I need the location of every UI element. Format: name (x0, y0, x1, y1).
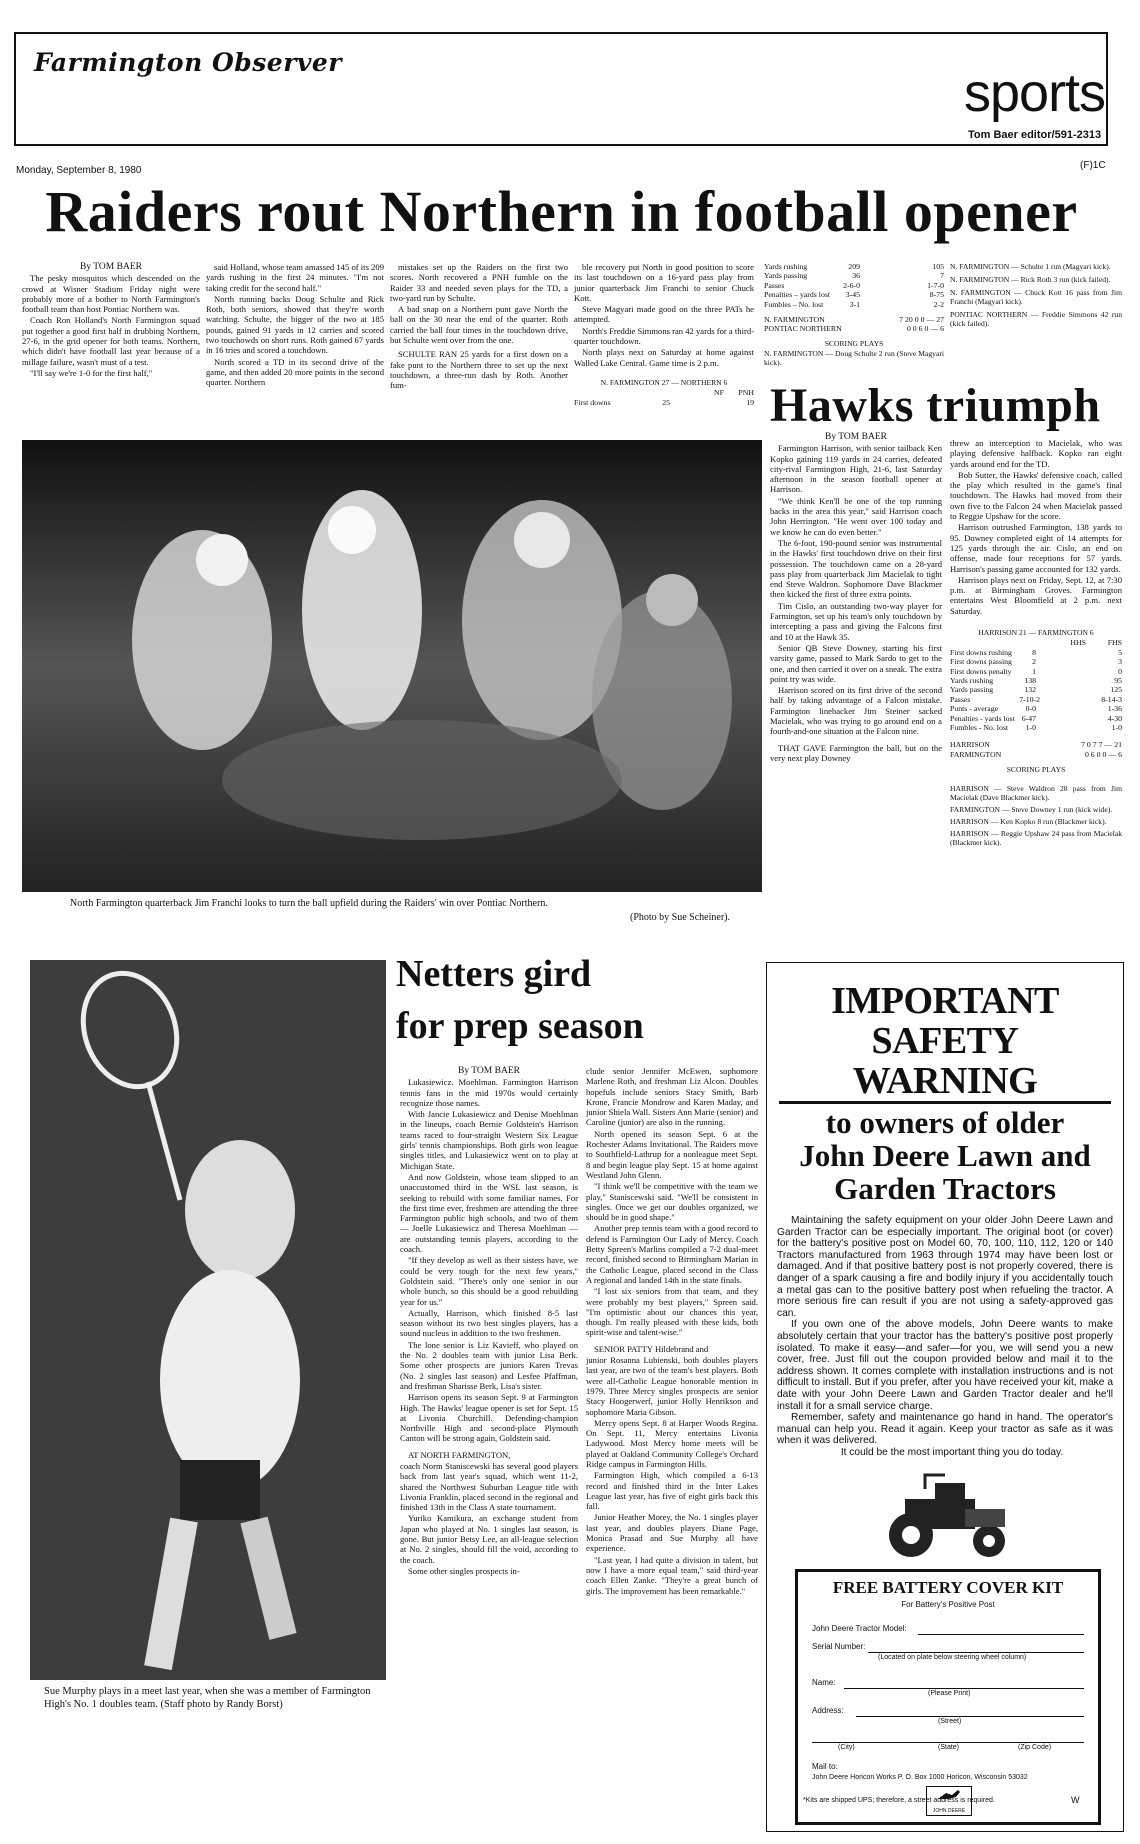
paragraph: The 6-foot, 190-pound senior was instrumental in the Hawks' first touchdown drive on their first possession. The touchdown came on a 28-yard pass play from quarterback Jim Macielak to tight end Steve Waldron. Sophomore Dave Blackmer then kicked the first of three extra points. (770, 537, 942, 600)
scoring-play: N. FARMINGTON — Rick Roth 3 run (kick failed). (950, 275, 1111, 284)
score-line (950, 750, 1122, 759)
scoring-title: SCORING PLAYS (1006, 765, 1066, 775)
paragraph: Lukasiewicz. Moehlman. Farmington Harrison tennis fans in the mid 1970s would certainly recognize those names. (400, 1077, 578, 1108)
stat-value: 1-0 (1111, 723, 1122, 732)
ad-subtitle: Garden Tractors (834, 1171, 1056, 1206)
paragraph: THAT GAVE Farmington the ball, but on the very next play Downey (770, 742, 942, 763)
stat-label: Fumbles - No. lost (950, 723, 1009, 732)
score-line (764, 315, 944, 324)
team-name: PONTIAC NORTHERN (764, 324, 842, 334)
ad-paragraph: It could be the most important thing you do today. (840, 1446, 1064, 1458)
stat-value: 2 (1032, 657, 1036, 667)
headline-line: for prep season (396, 1005, 644, 1047)
stat-label: Yards passing (764, 271, 808, 281)
stat-row (950, 667, 1122, 676)
zip-note: (Zip Code) (1018, 1744, 1052, 1751)
score-line (764, 324, 944, 333)
paragraph: threw an interception to Macielak, who was playing defensive halfback. Kopko ran eight yards around end for the TD. (950, 438, 1122, 469)
paragraph: Senior QB Steve Downey, starting his first varsity game, passed to Mark Sardo to get to the one, and then carried it over on a sneak. The extra point try was wide. (770, 642, 942, 684)
mail-address: John Deere Horicon Works P. O. Box 1000 Horicon, Wisconsin 53032 (812, 1774, 1028, 1781)
stat-value: 138 (1024, 675, 1036, 685)
paragraph: North scored a TD in its second drive of the game, and then added 20 more points in the second quarter. Northern (206, 356, 384, 388)
paragraph: Junior Heather Morey, the No. 1 singles player last year, and doubles players Diane Page, Monica Prasad and Sue Murphy all have experience. (586, 1512, 758, 1554)
stat-value: 1 (1032, 666, 1036, 676)
stat-value: 7-10-2 (1019, 694, 1040, 704)
paragraph: Tim Cislo, an outstanding two-way player for Farmington, set up his team's only touchdown by intercepting a pass and giving the Falcons first and 10 at the Hawk 35. (770, 600, 942, 642)
paragraph: Bob Sutter, the Hawks' defensive coach, called the play which resulted in the game's final touchdown. The Hawks had moved from their own five to the Falcon 24 when Macielak passed to Reggie Upshaw for the score. (950, 469, 1122, 522)
ad-paragraph: Remember, safety and maintenance go hand in hand. The operator's manual can help you. Read it again. Keep your tractor as safe as it was when it was delivered. (777, 1412, 1113, 1447)
scoring-play: HARRISON — Ken Kopko 8 run (Blackmer kick). (950, 816, 1107, 826)
stat-value: 1-0 (1025, 723, 1036, 732)
football-photo-credit: (Photo by Sue Scheiner). (630, 912, 730, 923)
stat-row (950, 676, 1122, 685)
stat-value: 209 (848, 262, 860, 271)
ad-title-line: IMPORTANT (831, 980, 1059, 1022)
team-name: HARRISON (950, 740, 990, 750)
paragraph: North opened its season Sept. 6 at the Rochester Adams Invitational. The Raiders move to Southfield-Lathrup for a nonleague meet Sept. 8 and begin league play Sept. 15 at home against Westland John Glenn. (586, 1128, 758, 1180)
scoring-play: HARRISON — Steve Waldron 28 pass from Jim Macielak (Dave Blackmer kick). (950, 783, 1122, 802)
quarter-scores: 7 20 0 0 — 27 (899, 315, 944, 325)
paragraph: SENIOR PATTY Hildebrand and (594, 1343, 709, 1354)
paragraph: AT NORTH FARMINGTON, (408, 1449, 511, 1460)
team-abbr: FHS (1107, 638, 1122, 648)
stat-value: 0 (1118, 666, 1122, 676)
paragraph: "Last year, I had quite a division in talent, but now I have a more equal team," said third-year coach Ellen Zanke. "They're a great bunch of girls. The improvement has been remarkable." (586, 1554, 758, 1596)
netters-col-1 (400, 1066, 578, 1806)
paragraph: "If they develop as well as their sisters have, we could be very tough for the next few years," Goldstein said. "There's only one senior in our whole bunch, so this should be a good rebuilding year for us." (400, 1255, 578, 1307)
hawks-box-title: HARRISON 21 — FARMINGTON 6 (978, 628, 1094, 638)
stat-row (764, 262, 944, 271)
name-note: (Please Print) (928, 1690, 971, 1697)
netters-byline: By TOM BAER (458, 1066, 520, 1076)
john-deere-ad (766, 962, 1124, 1832)
ad-footnote: *Kits are shipped UPS; therefore, a street address is required. (803, 1797, 995, 1804)
main-headline: Raiders rout Northern in football opener (45, 179, 1078, 244)
state-note: (State) (938, 1744, 960, 1751)
stat-value: 105 (932, 262, 944, 271)
paragraph: Some other singles prospects in- (408, 1565, 520, 1576)
paragraph: Harrison opens its season Sept. 9 at Farmington High. The Hawks' league opener is set for Sept. 15 at Livonia Churchill. Defending-champion Northville High and second-place Plymouth Canton will be strong again, Goldstein said. (400, 1392, 578, 1444)
stat-row (950, 695, 1122, 704)
model-label: John Deere Tractor Model: (812, 1624, 907, 1633)
football-photo-image (22, 440, 762, 892)
hawks-byline: By TOM BAER (825, 432, 887, 442)
paragraph: Steve Magyari made good on the three PATs he attempted. (574, 304, 754, 325)
football-photo (22, 440, 762, 892)
street-field[interactable] (856, 1716, 1084, 1717)
stat-value: 4-30 (1107, 713, 1122, 723)
paragraph: North plays next on Saturday at home against Walled Lake Central. Game time is 2 p.m. (574, 347, 754, 368)
paragraph: Another prep tennis team with a good record to defend is Farmington Our Lady of Mercy. Coach Betty Spreen's Marlins compiled a 7-2 dual-meet record, finished second to Birmingham Marian in the Catholic League, placed second in the Class A regional and landed 14th in the state finals. (586, 1223, 758, 1285)
paragraph: coach Norm Staniscewski has several good players back from last year's squad, which went 11-2, shared the Northwest Suburban League title with Livonia Franklin, placed second in the regional and finished 13th in the Class A state tournament. (400, 1460, 578, 1513)
stat-row (764, 300, 944, 309)
paragraph: "We think Ken'll be one of the top running backs in the area this year," said Harrison coach John Herrington. "He went over 100 today and we know he can do even better." (770, 495, 942, 537)
tennis-photo (30, 960, 386, 1680)
coupon-title: FREE BATTERY COVER KIT (832, 1578, 1064, 1597)
paragraph: clude senior Jennifer McEwen, sophomore Marlene Roth, and freshman Liz Alcon. Doubles hopefuls include seniors Stacy Smith, Barb Krone, Francie Mondrow and Karen Maday, and junior Shiela Wall. Sisters Ann Marie (senior) and Caroline (junior) are also in the running. (586, 1066, 758, 1128)
hawks-col-1 (770, 432, 942, 932)
stat-value: 0-0 (1025, 704, 1036, 714)
stat-row (950, 657, 1122, 666)
stat-label: Yards rushing (950, 675, 994, 685)
model-field[interactable] (918, 1634, 1084, 1635)
stat-value: 95 (1114, 675, 1122, 685)
issue-date: Monday, September 8, 1980 (16, 165, 142, 176)
stat-value: 8 (1032, 647, 1036, 657)
stat-row (950, 723, 1122, 732)
quarter-scores: 0 6 0 0 — 6 (1084, 749, 1122, 759)
paragraph: Harrison scored on its first drive of the second half by taking advantage of a Falcon mistake. Farmington linebacker Jim Steiner sacked Macielak, who was trying to go around end on a fourth-and-one situation at the Falcon nine. (770, 685, 942, 737)
stat-label: First downs penalty (950, 666, 1012, 676)
stat-value: 2-2 (933, 299, 944, 309)
headline-line: Netters gird (396, 953, 592, 995)
box-score-header (574, 388, 754, 397)
ad-title-line: SAFETY WARNING (779, 1021, 1111, 1104)
stat-value: 8-75 (929, 290, 944, 300)
scoring-play: HARRISON — Reggie Upshaw 24 pass from Macielak (Blackmer kick). (950, 828, 1122, 847)
stat-value: 7 (940, 271, 944, 281)
quarter-scores: 0 0 6 0 — 6 (906, 324, 944, 334)
paragraph: And now Goldstein, whose team slipped to an unaccustomed third in the WSL last season, is seeking to rebuild with some familiar names. For the first time ever, freshmen are attending the three Farmington public high schools, and two of them — Joelle Lukasiewicz and Theresa Moehlman — are outstanding tennis players, according to the coach. (400, 1171, 578, 1255)
paragraph: said Holland, whose team amassed 145 of its 209 yards rushing in the first 24 minutes. "I'm not taking credit for the second half." (206, 262, 384, 293)
paragraph: Harrison outrushed Farmington, 138 yards to 95. Downey completed eight of 14 attempts for 125 yards through the air. Cislo, an end on offense, made four receptions for 57 yards. Harrison's passing game accounted for 132 yards. (950, 522, 1122, 574)
football-photo-caption: North Farmington quarterback Jim Franchi looks to turn the ball upfield during the Raiders' win over Pontiac Northern. (70, 898, 548, 909)
paragraph: North running backs Doug Schulte and Rick Roth, both seniors, showed that they're worth watching. Schulte, the bigger of the two at 185 pounds, gained 91 yards in 12 carries and scored two touchowds on short runs. Roth gained 67 yards in 16 tries and scored a touchdown. (206, 293, 384, 356)
stat-value: 3-45 (845, 290, 860, 300)
paragraph: "I think we'll be competitive with the team we play," Staniscewski said. "We'll be consistent in singles. Once we get our doubles organized, we should be in good shape." (586, 1181, 758, 1223)
stat-value: 8-14-3 (1101, 694, 1122, 704)
stat-label: First downs passing (950, 657, 1012, 667)
hawks-col-2 (950, 438, 1122, 938)
stat-value: 3 (1118, 657, 1122, 667)
paragraph: junior Rosanna Lubienski, both doubles players last year, are two of the team's best players. Both were all-Catholic League honorable mention in 1979. Three Mercy singles prospects are senior Stacy Hoogerwerf, junior Holly Henrikson and sophomore Maria Gibson. (586, 1355, 758, 1417)
stat-row (574, 398, 754, 407)
stat-label: Fumbles – No. lost (764, 299, 824, 309)
team-name: FARMINGTON (950, 749, 1002, 759)
ad-paragraph: If you own one of the above models, John Deere wants to make absolutely certain that your tractor has the battery's positive post properly isolated. To make it easy—and safer—for you, we will send you a new cover, free. Just fill out the coupon provided below and mail it to the address shown. It comes complete with installation instructions and is not difficult to install. But if you prefer, after you have received your kit, make a date with your John Deere Lawn and Garden Tractor dealer and he'll install it for a small service charge. (777, 1319, 1113, 1412)
scoring-play: FARMINGTON — Steve Downey 1 run (kick wide). (950, 804, 1113, 814)
stat-value: 36 (852, 271, 860, 281)
paragraph: A bad snap on a Northern punt gave North the ball on the 30 near the end of the quarter. Roth carried the ball four times in the touchdown drive, but Schulte went over from the one. (390, 304, 568, 346)
paragraph: Farmington Harrison, with senior tailback Ken Kopko gaining 119 yards in 24 carries, defeated city-rival Farmington High, 21-6, last Saturday afternoon in the season football opener at Harrison. (770, 443, 942, 495)
stat-value: 3-1 (849, 299, 860, 309)
stat-label: Yards rushing (764, 262, 808, 271)
box-score-header (950, 638, 1122, 647)
stat-label: Penalties - yards lost (950, 713, 1015, 723)
main-story-col-1 (22, 262, 200, 436)
scoring-title: SCORING PLAYS (824, 338, 884, 348)
netters-col-2 (586, 1066, 758, 1806)
scoring-play: PONTIAC NORTHERN — Freddie Simmons 42 run (kick failed). (950, 310, 1122, 328)
scoring-play: N. FARMINGTON — Chuck Kott 16 pass from Jim Franchi (Magyari kick). (950, 288, 1122, 306)
ad-subtitle: John Deere Lawn and (799, 1138, 1091, 1173)
stat-label: Penalties – yards lost (764, 290, 831, 300)
stat-row (950, 714, 1122, 723)
stat-label: Passes (764, 280, 785, 290)
ad-code: W (1071, 1795, 1080, 1805)
team-abbr: HHS (1070, 638, 1086, 648)
stat-value: 25 (662, 397, 670, 407)
paragraph: The lone senior is Liz Kavieff, who played on the No. 2 doubles team with junior Lisa Berk. Some other prospects are juniors Karen Trevas (No. 2 singles last season) and Lesfee Pfaffman, and freshman Sharisse Berk, Lisa's sister. (400, 1339, 578, 1391)
netters-headline (396, 948, 644, 1052)
ad-body (767, 1215, 1123, 1458)
paragraph: Mercy opens Sept. 8 at Harper Woods Regina. On Sept. 11, Mercy entertains Livonia Ladywood. Most Mercy home meets will be played at Oakland Community College's Orchard Ridge campus in Farmington Hills. (586, 1417, 758, 1469)
main-stats-col (764, 262, 944, 372)
main-story-col-4 (574, 262, 754, 436)
tractor-icon (865, 1469, 1025, 1565)
paragraph: "I'll say we're 1-0 for the first half," (30, 367, 153, 378)
address-label: Address: (812, 1706, 844, 1715)
coupon (795, 1569, 1101, 1825)
scoring-play: N. FARMINGTON — Doug Schulte 2 run (Steve Magyari kick). (764, 349, 944, 368)
stat-value: 132 (1024, 685, 1036, 695)
paragraph: Coach Ron Holland's North Farmington squad put together a good first half in drubbing Northern, 27-6, in the grid opener for both teams. Northern, which didn't have football last year because of a millage failure, wasn't must of a test. (22, 315, 200, 367)
stat-value: 125 (1110, 685, 1122, 695)
team-name: N. FARMINGTON (764, 315, 825, 325)
serial-note: (Located on plate below steering wheel column) (878, 1654, 1027, 1661)
stat-row (764, 290, 944, 299)
stat-value: 6-47 (1021, 713, 1036, 723)
main-story-col-2 (206, 262, 384, 436)
team-abbr: NF (714, 388, 724, 398)
mail-to-label: Mail to: (812, 1762, 838, 1771)
paragraph: The pesky mosquitos which descended on the crowd at Wisner Stadium Friday night were probably more of a bother to North Farmington's football team than host Pontiac Northern was. (22, 273, 200, 315)
main-scoring-col (950, 262, 1122, 372)
stat-row (950, 685, 1122, 694)
stat-value: 19 (746, 397, 754, 407)
box-score-title: N. FARMINGTON 27 — NORTHERN 6 (600, 377, 728, 387)
paragraph: Yuriko Kamikura, an exchange student from Japan who played at No. 1 singles last season, is gone. But junior Betsy Lee, an all-league selection at No. 2 singles, should fill the void, according to the coach. (400, 1513, 578, 1565)
paragraph: Farmington High, which compiled a 6-13 record and finished third in the Inter Lakes League last year, has five of eight girls back this fall. (586, 1470, 758, 1512)
main-story-col-3 (390, 262, 568, 436)
paragraph: North's Freddie Simmons ran 42 yards for a third-quarter touchdown. (574, 325, 754, 347)
paragraph: "I lost six seniors from that team, and they were probably my best players," Spreen said. "I'm optimistic about our chances this year, though. I'm really pleased with these kids, both spirit-wise and talent-wise." (586, 1286, 758, 1338)
stat-value: 2-6-0 (843, 280, 860, 290)
hawks-headline: Hawks triumph (770, 379, 1101, 432)
paragraph: mistakes set up the Raiders on the first two scores. North recovered a PNH fumble on the Raider 33 and needed seven plays for the TD, a two-yard run by Schulte. (390, 262, 568, 303)
main-byline: By TOM BAER (80, 262, 142, 272)
city-state-zip-field[interactable] (812, 1742, 1084, 1743)
paragraph: With Jancie Lukasiewicz and Denise Moehlman in the lineups, coach Bernie Goldstein's Harrison teams raced to four-straight Western Six League girls' tennis championships. Both girls won league singles titles, and Lukasiewicz went on to play at Michigan State. (400, 1109, 578, 1171)
tennis-photo-caption: Sue Murphy plays in a meet last year, when she was a member of Farmington High's No. 1 doubles team. (Staff photo by Randy Borst) (44, 1686, 371, 1710)
logo-text: JOHN DEERE (932, 1808, 966, 1814)
stat-row (764, 271, 944, 280)
tennis-photo-image (30, 960, 386, 1680)
stat-value: 5 (1118, 647, 1122, 657)
name-label: Name: (812, 1678, 836, 1687)
section-editor: Tom Baer editor/591-2313 (968, 129, 1102, 141)
stat-row (950, 704, 1122, 713)
paragraph: SCHULTE RAN 25 yards for a first down on a fake punt to the Northern three to set up the next touchdown, a three-run dash by Roth. Another fum- (390, 349, 568, 391)
paragraph: Actually, Harrison, which finished 8-5 last season without its two best singles players, has a sound nucleus in addition to the two freshmen. (400, 1307, 578, 1339)
score-line (950, 740, 1122, 749)
stat-label: First downs (574, 397, 611, 407)
paper-nameplate: Farmington Observer (34, 48, 342, 77)
stat-label: Punts - average (950, 704, 999, 714)
serial-field[interactable] (868, 1652, 1084, 1653)
stat-value: 1-7-0 (927, 280, 944, 290)
section-title: sports (964, 63, 1106, 123)
city-note: (City) (838, 1744, 855, 1751)
paragraph: ble recovery put North in good position to score its last touchdown on a 16-yard pass play from junior quarterback Jim Franchi to senior Chuck Kott. (574, 262, 754, 303)
stat-row (764, 281, 944, 290)
page-code: (F)1C (1080, 160, 1106, 171)
stat-label: Passes (950, 694, 971, 704)
street-note: (Street) (938, 1718, 962, 1725)
serial-label: Serial Number: (812, 1642, 866, 1651)
stat-row (950, 648, 1122, 657)
ad-paragraph: Maintaining the safety equipment on your older John Deere Lawn and Garden Tractor can be especially important. The original boot (or cover) for the battery's positive post on Model 60, 70, 100, 110, 112, 120 or 140 Tractors manufactured from 1963 through 1974 may have been lost or damaged. And if that positive battery post is not properly covered, there is danger of a spark causing a fire and bodily injury if you accidentally touch a metal gas can to the positive battery post when refueling the tractor. A more serious fire can result if you are not using a safety-approved gas can. (777, 1215, 1113, 1319)
quarter-scores: 7 0 7 7 — 21 (1081, 740, 1122, 750)
team-abbr: PNH (738, 388, 754, 398)
stat-label: Yards passing (950, 685, 994, 695)
paragraph: Harrison plays next on Friday, Sept. 12, at 7:30 p.m. at Birmingham Groves. Farmington entertains West Bloomfield at 2 p.m. next Saturday. (950, 574, 1122, 616)
ad-subtitle: to owners of older (825, 1105, 1065, 1140)
stat-label: First downs rushing (950, 647, 1012, 657)
coupon-subtitle: For Battery's Positive Post (901, 1600, 995, 1609)
stat-value: 1-36 (1107, 704, 1122, 714)
name-field[interactable] (844, 1688, 1084, 1689)
scoring-play: N. FARMINGTON — Schulte 1 run (Magyari kick). (950, 262, 1111, 271)
